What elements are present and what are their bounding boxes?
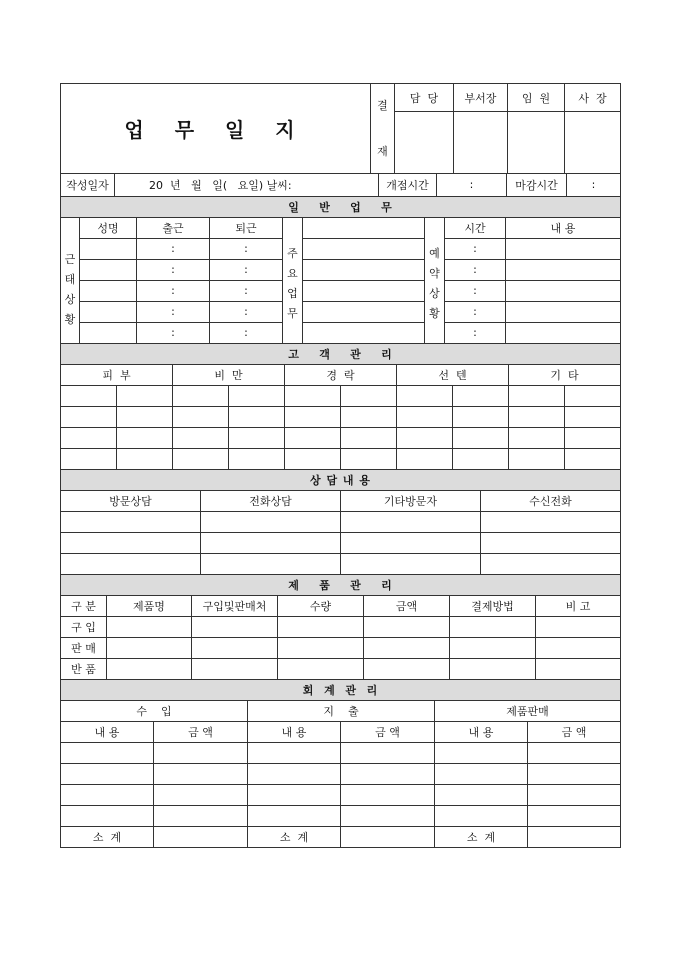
attendance-label (61, 217, 80, 343)
res-content-cell[interactable] (506, 301, 621, 322)
product-cell[interactable] (192, 616, 278, 637)
product-header-type: 구 분 (61, 595, 107, 616)
customer-cell[interactable] (229, 406, 285, 427)
customer-cell[interactable] (229, 427, 285, 448)
product-row-purchase: 구 입 (61, 616, 107, 637)
customer-cell[interactable] (61, 448, 117, 469)
product-header-name: 제품명 (107, 595, 192, 616)
customer-cell[interactable] (509, 427, 565, 448)
open-time-field[interactable]: : (437, 174, 507, 196)
accounting-group-income: 수 입 (61, 700, 248, 721)
checkout-cell[interactable]: : (210, 322, 283, 343)
customer-cell[interactable] (285, 427, 341, 448)
customer-cell[interactable] (229, 448, 285, 469)
acc-cell[interactable] (154, 763, 248, 784)
acc-cell[interactable] (528, 784, 621, 805)
customer-cell[interactable] (341, 448, 397, 469)
close-time-field[interactable]: : (567, 174, 621, 196)
acc-cell[interactable] (61, 784, 154, 805)
main-work-line[interactable] (303, 280, 425, 301)
customer-cell[interactable] (173, 385, 229, 406)
checkin-cell[interactable]: : (137, 322, 210, 343)
name-cell[interactable] (80, 322, 137, 343)
product-cell[interactable] (364, 616, 450, 637)
acc-cell[interactable] (435, 763, 528, 784)
main-work-label (283, 217, 303, 343)
consult-table (60, 470, 621, 575)
acc-cell[interactable] (61, 742, 154, 763)
acc-sub-header: 내 용 (248, 721, 341, 742)
subtotal-expense[interactable] (341, 826, 435, 847)
acc-sub-header: 내 용 (61, 721, 154, 742)
res-content-cell[interactable] (506, 280, 621, 301)
res-time-cell[interactable]: : (445, 280, 506, 301)
customer-cell[interactable] (565, 406, 621, 427)
product-header-amount: 금액 (364, 595, 450, 616)
product-cell[interactable] (278, 658, 364, 679)
approval-label (371, 84, 395, 174)
acc-cell[interactable] (154, 784, 248, 805)
product-cell[interactable] (107, 637, 192, 658)
customer-cell[interactable] (61, 406, 117, 427)
consult-cell[interactable] (61, 532, 201, 553)
product-cell[interactable] (364, 637, 450, 658)
approval-label-bottom: 재 (377, 144, 388, 158)
product-cell[interactable] (192, 637, 278, 658)
acc-sub-header: 금 액 (341, 721, 435, 742)
acc-cell[interactable] (61, 763, 154, 784)
product-cell[interactable] (107, 616, 192, 637)
product-cell[interactable] (450, 658, 536, 679)
customer-cell[interactable] (453, 427, 509, 448)
attendance-char: 상 (64, 293, 76, 306)
acc-cell[interactable] (248, 742, 341, 763)
res-content-cell[interactable] (506, 259, 621, 280)
customer-table (60, 344, 621, 470)
customer-cell[interactable] (173, 427, 229, 448)
customer-cell[interactable] (397, 385, 453, 406)
acc-cell[interactable] (528, 742, 621, 763)
consult-cell[interactable] (481, 511, 621, 532)
acc-sub-header: 금 액 (154, 721, 248, 742)
consult-header-visit: 방문상담 (61, 490, 201, 511)
product-cell[interactable] (536, 637, 621, 658)
reservation-label (425, 217, 445, 343)
main-work-char: 주 (287, 247, 298, 260)
checkout-cell[interactable]: : (210, 301, 283, 322)
customer-cell[interactable] (341, 406, 397, 427)
date-field[interactable]: 20 년 월 일( 요일) 날씨: (115, 174, 379, 196)
customer-cell[interactable] (509, 406, 565, 427)
res-content-cell[interactable] (506, 238, 621, 259)
consult-section-title: 상 담 내 용 (61, 470, 621, 491)
accounting-group-expense: 지 출 (248, 700, 435, 721)
customer-cell[interactable] (173, 448, 229, 469)
header-res-content: 내 용 (506, 217, 621, 238)
customer-cell[interactable] (341, 427, 397, 448)
info-table (60, 174, 621, 197)
name-cell[interactable] (80, 259, 137, 280)
acc-cell[interactable] (248, 805, 341, 826)
acc-cell[interactable] (528, 763, 621, 784)
acc-cell[interactable] (341, 805, 435, 826)
main-work-char: 요 (287, 267, 298, 280)
general-work-table (60, 197, 621, 344)
product-cell[interactable] (536, 616, 621, 637)
acc-cell[interactable] (248, 784, 341, 805)
consult-cell[interactable] (481, 553, 621, 574)
product-header-vendor: 구입및판매처 (192, 595, 278, 616)
acc-cell[interactable] (528, 805, 621, 826)
consult-cell[interactable] (341, 532, 481, 553)
res-time-cell[interactable]: : (445, 301, 506, 322)
name-cell[interactable] (80, 238, 137, 259)
general-section-title: 일 반 업 무 (61, 197, 621, 218)
customer-cell[interactable] (285, 448, 341, 469)
main-work-line[interactable] (303, 301, 425, 322)
customer-section-title: 고 객 관 리 (61, 344, 621, 365)
subtotal-label-income: 소 계 (61, 826, 154, 847)
acc-cell[interactable] (341, 763, 435, 784)
approval-col-0: 담 당 (395, 84, 454, 112)
acc-cell[interactable] (341, 784, 435, 805)
reservation-char: 황 (429, 307, 440, 320)
subtotal-label-expense: 소 계 (248, 826, 341, 847)
product-cell[interactable] (278, 616, 364, 637)
customer-cell[interactable] (509, 385, 565, 406)
subtotal-income[interactable] (154, 826, 248, 847)
approval-col-3: 사 장 (565, 84, 621, 112)
acc-cell[interactable] (435, 742, 528, 763)
res-content-cell[interactable] (506, 322, 621, 343)
product-cell[interactable] (192, 658, 278, 679)
customer-cell[interactable] (509, 448, 565, 469)
name-cell[interactable] (80, 301, 137, 322)
subtotal-sales[interactable] (528, 826, 621, 847)
main-work-line[interactable] (303, 322, 425, 343)
customer-cell[interactable] (61, 385, 117, 406)
accounting-group-product-sales: 제품판매 (435, 700, 621, 721)
consult-cell[interactable] (61, 511, 201, 532)
customer-cell[interactable] (285, 385, 341, 406)
header-res-time: 시간 (445, 217, 506, 238)
reservation-char: 약 (429, 267, 440, 280)
approval-label-top: 결 (377, 98, 388, 112)
header-checkin: 출근 (137, 217, 210, 238)
attendance-char: 태 (64, 273, 76, 286)
accounting-section-title: 회 계 관 리 (61, 680, 621, 701)
product-table (60, 575, 621, 680)
customer-header-tanning: 선 텐 (397, 364, 509, 385)
consult-header-other-visitor: 기타방문자 (341, 490, 481, 511)
consult-cell[interactable] (201, 532, 341, 553)
product-cell[interactable] (278, 637, 364, 658)
checkout-cell[interactable]: : (210, 280, 283, 301)
customer-cell[interactable] (397, 427, 453, 448)
consult-cell[interactable] (481, 532, 621, 553)
product-row-return: 반 품 (61, 658, 107, 679)
close-time-label: 마감시간 (507, 174, 567, 196)
customer-cell[interactable] (565, 385, 621, 406)
acc-cell[interactable] (248, 763, 341, 784)
name-cell[interactable] (80, 280, 137, 301)
customer-cell[interactable] (173, 406, 229, 427)
open-time-label: 개점시간 (379, 174, 437, 196)
acc-sub-header: 내 용 (435, 721, 528, 742)
acc-cell[interactable] (435, 805, 528, 826)
customer-cell[interactable] (117, 385, 173, 406)
checkin-cell[interactable]: : (137, 238, 210, 259)
acc-sub-header: 금 액 (528, 721, 621, 742)
checkout-cell[interactable]: : (210, 259, 283, 280)
customer-cell[interactable] (117, 406, 173, 427)
customer-header-meridian: 경 락 (285, 364, 397, 385)
res-time-cell[interactable]: : (445, 259, 506, 280)
consult-cell[interactable] (201, 511, 341, 532)
approval-col-1: 부서장 (454, 84, 508, 112)
customer-header-obesity: 비 만 (173, 364, 285, 385)
reservation-char: 상 (429, 287, 440, 300)
customer-cell[interactable] (453, 406, 509, 427)
page-title: 업 무 일 지 (61, 84, 371, 174)
main-work-char: 무 (287, 307, 298, 320)
accounting-table (60, 680, 621, 848)
approval-col-2: 임 원 (508, 84, 565, 112)
acc-cell[interactable] (154, 742, 248, 763)
acc-cell[interactable] (341, 742, 435, 763)
business-log-form (60, 83, 620, 848)
checkin-cell[interactable]: : (137, 259, 210, 280)
product-cell[interactable] (450, 637, 536, 658)
customer-cell[interactable] (229, 385, 285, 406)
approval-sign-0[interactable] (395, 112, 454, 174)
customer-cell[interactable] (565, 427, 621, 448)
approval-sign-2[interactable] (508, 112, 565, 174)
header-name: 성명 (80, 217, 137, 238)
customer-cell[interactable] (341, 385, 397, 406)
customer-cell[interactable] (565, 448, 621, 469)
customer-cell[interactable] (117, 448, 173, 469)
attendance-char: 근 (64, 253, 76, 266)
acc-cell[interactable] (61, 805, 154, 826)
acc-cell[interactable] (435, 784, 528, 805)
consult-header-incoming-call: 수신전화 (481, 490, 621, 511)
customer-cell[interactable] (117, 427, 173, 448)
product-cell[interactable] (450, 616, 536, 637)
product-header-qty: 수량 (278, 595, 364, 616)
product-section-title: 제 품 관 리 (61, 575, 621, 596)
checkin-cell[interactable]: : (137, 301, 210, 322)
main-work-char: 업 (287, 287, 298, 300)
product-cell[interactable] (107, 658, 192, 679)
customer-header-other: 기 타 (509, 364, 621, 385)
customer-cell[interactable] (397, 406, 453, 427)
acc-cell[interactable] (154, 805, 248, 826)
date-label: 작성일자 (61, 174, 115, 196)
consult-header-phone: 전화상담 (201, 490, 341, 511)
checkout-cell[interactable]: : (210, 238, 283, 259)
customer-cell[interactable] (453, 385, 509, 406)
main-work-line[interactable] (303, 238, 425, 259)
customer-cell[interactable] (397, 448, 453, 469)
customer-header-skin: 피 부 (61, 364, 173, 385)
customer-cell[interactable] (61, 427, 117, 448)
main-work-line[interactable] (303, 217, 425, 238)
customer-cell[interactable] (285, 406, 341, 427)
approval-sign-1[interactable] (454, 112, 508, 174)
subtotal-label-sales: 소 계 (435, 826, 528, 847)
consult-cell[interactable] (341, 553, 481, 574)
res-time-cell[interactable]: : (445, 238, 506, 259)
product-header-payment: 결제방법 (450, 595, 536, 616)
consult-cell[interactable] (61, 553, 201, 574)
customer-cell[interactable] (453, 448, 509, 469)
product-cell[interactable] (364, 658, 450, 679)
product-cell[interactable] (536, 658, 621, 679)
main-work-line[interactable] (303, 259, 425, 280)
approval-sign-3[interactable] (565, 112, 621, 174)
res-time-cell[interactable]: : (445, 322, 506, 343)
attendance-char: 황 (64, 313, 76, 326)
product-header-note: 비 고 (536, 595, 621, 616)
header-table (60, 83, 621, 174)
consult-cell[interactable] (341, 511, 481, 532)
checkin-cell[interactable]: : (137, 280, 210, 301)
reservation-char: 예 (429, 247, 440, 260)
consult-cell[interactable] (201, 553, 341, 574)
product-row-sale: 판 매 (61, 637, 107, 658)
header-checkout: 퇴근 (210, 217, 283, 238)
